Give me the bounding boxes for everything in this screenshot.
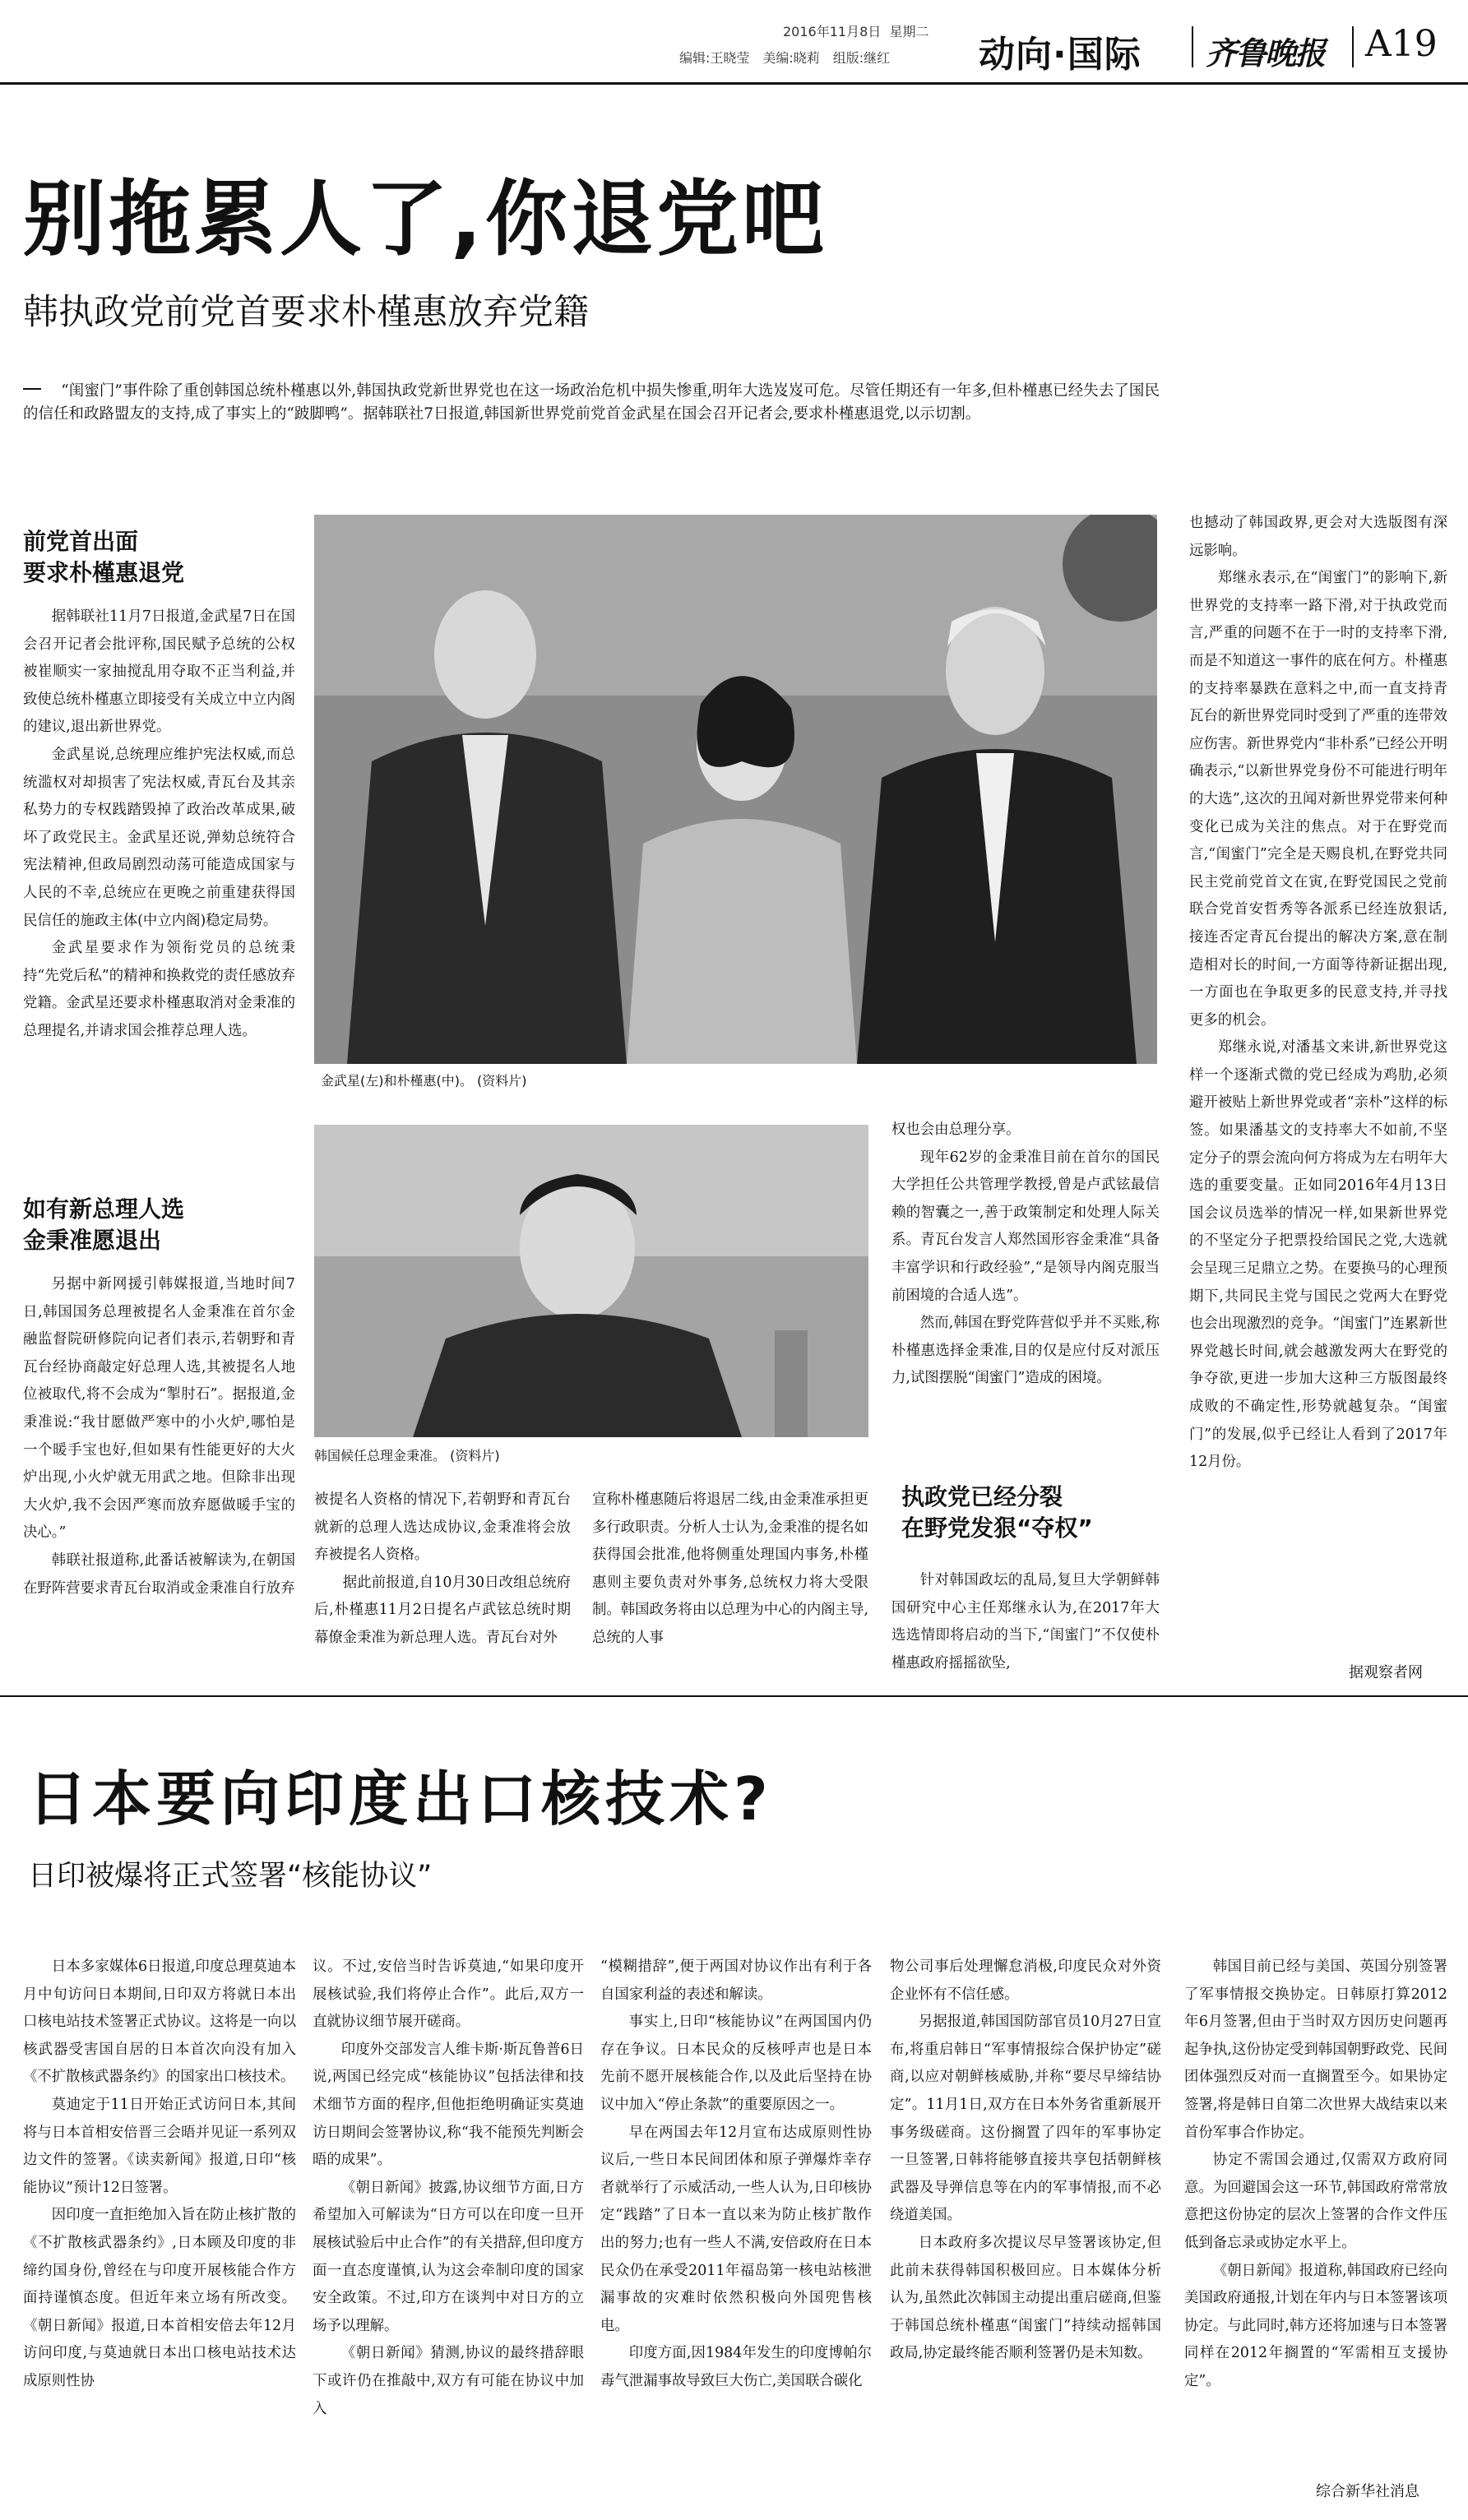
weekday: 星期二: [889, 24, 929, 39]
paragraph: 另据中新网援引韩媒报道,当地时间7日,韩国国务总理被提名人金秉准在首尔金融监督院研修院向记者们表示,若朝野和青瓦台经协商敲定好总理人选,其被提名人地位被取代,将不会成为“掣肘石”。据报道,金秉准说:“我甘愿做严寒中的小火炉,哪怕是一个暖手宝也好,但如果有性能更好的大火炉出现,小火炉就无用武之地。但除非出现大火炉,我不会因严寒而放弃愿做暖手宝的决心。”: [23, 1276, 295, 1542]
photo-illustration: [314, 515, 1157, 1064]
photo1-caption: 金武星(左)和朴槿惠(中)。 (资料片): [321, 1073, 527, 1089]
paragraph: 金武星要求作为领衔党员的总统秉持“先党后私”的精神和换救党的责任感放弃党籍。金武星还要求朴槿惠取消对金秉准的总理提名,并请求国会推荐总理人选。: [23, 940, 295, 1039]
paragraph: 权也会由总理分享。: [891, 1121, 1021, 1138]
article2-col1: [23, 1954, 296, 2490]
paper-logo: 齐鲁晚报: [1206, 35, 1325, 72]
paragraph: 早在两国去年12月宣布达成原则性协议后,一些日本民间团体和原子弹爆炸幸存者就举行了示威活动,一些人认为,日印核协定“践踏”了日本一直以来为防止核扩散作出的努力;也有一些人不满,安倍政府在日本民众仍在承受2011年福岛第一核电站核泄漏事故的灾难时依然积极向外国兜售核电。: [600, 2124, 872, 2334]
paragraph: 《朝日新闻》披露,协议细节方面,日方希望加入可解读为“日方可以在印度一旦开展核试验后中止合作”的有关措辞,但印度方面一直态度谨慎,认为这会牵制印度的国家安全政策。不过,印方在谈判中对日方的立场予以理解。: [313, 2179, 584, 2334]
paragraph: 然而,韩国在野党阵营似乎并不买账,称朴槿惠选择金秉准,目的仅是应付反对派压力,试图摆脱“闺蜜门”造成的困境。: [891, 1315, 1160, 1387]
heading-ruling-party-split: [901, 1482, 1165, 1544]
paragraph: 另据报道,韩国国防部官员10月27日宣布,将重启韩日“军事情报综合保护协定”磋商,以应对朝鲜核威胁,并称“要尽早缔结协定”。11月1日,双方在日本外务省重新展开事务级磋商。这份搁置了四年的军事协定一旦签署,日韩将能够直接共享包括朝鲜核武器及导弹信息等在内的军事情报,而不必绕道美国。: [890, 2014, 1161, 2224]
article1-col1-bottom: [23, 1271, 295, 1679]
heading-line: 要求朴槿惠退党: [23, 559, 185, 586]
paragraph: 郑继永表示,在“闺蜜门”的影响下,新世界党的支持率一路下滑,对于执政党而言,严重的问题不在于一时的支持率下滑,而是不知道这一事件的底在何方。朴槿惠的支持率暴跌在意料之中,而一直支持青瓦台的新世界党同时受到了严重的连带效应伤害。新世界党内“非朴系”已经公开明确表示,“以新世界党身份不可能进行明年的大选”,这次的丑闻对新世界党带来何种变化已成为关注的焦点。对于在野党而言,“闺蜜门”完全是天赐良机,在野党共同民主党前党首文在寅,在野党国民之党前联合党首安哲秀等各派系已经连放狠话,接连否定青瓦台提出的解决方案,意在制造相对长的时间,一方面等待新证据出现,一方面也在争取更多的民意支持,并寻找更多的机会。: [1189, 570, 1447, 1029]
article1-col4-top: [891, 1117, 1160, 1468]
paragraph: 现年62岁的金秉准目前在首尔的国民大学担任公共管理学教授,曾是卢武铉最信赖的智囊之一,善于政策制定和处理人际关系。青瓦台发言人郑然国形容金秉准“具备丰富学识和行政经验”,“是领导内阁克服当前困境的合适人选”。: [891, 1149, 1160, 1304]
paragraph: 莫迪定于11日开始正式访问日本,其间将与日本首相安倍晋三会晤并见证一系列双边文件的签署。《读卖新闻》报道,日印“核能协议”预计12日签署。: [23, 2096, 296, 2196]
paragraph: 《朝日新闻》报道称,韩国政府已经向美国政府通报,计划在年内与日本签署该项协定。与此同时,韩方还将加速与日本签署同样在2012年搁置的“军需相互支援协定”。: [1184, 2262, 1447, 2389]
article1-col3: [592, 1487, 868, 1679]
article1-title: 别拖累人了,你退党吧: [23, 171, 827, 267]
paragraph: “模糊措辞”,便于两国对协议作出有利于各自国家利益的表述和解读。: [600, 1958, 872, 2003]
paragraph: 《朝日新闻》猜测,协议的最终措辞眼下或许仍在推敲中,双方有可能在协议中加入: [313, 2345, 584, 2417]
article1-source: 据观察者网: [1349, 1664, 1423, 1681]
paragraph: 物公司事后处理懈怠消极,印度民众对外资企业怀有不信任感。: [890, 1958, 1161, 2003]
article1-col5: [1189, 510, 1447, 1658]
heading-line: 金秉准愿退出: [23, 1227, 162, 1254]
heading-line: 如有新总理人选: [23, 1195, 185, 1223]
article2-source: 综合新华社消息: [1316, 2483, 1419, 2500]
article1-subtitle: 韩执政党前党首要求朴槿惠放弃党籍: [23, 292, 589, 333]
article2-col2: [313, 1954, 584, 2490]
article1-col2: [314, 1487, 571, 1679]
article-divider: [0, 1695, 1468, 1697]
heading-line: 在野党发狠“夺权”: [901, 1514, 1093, 1542]
article2-col4: [890, 1954, 1161, 2490]
paragraph: 韩联社报道称,此番话被解读为,在朝国在野阵营要求青瓦台取消或金秉准自行放弃: [23, 1551, 295, 1597]
article1-col4-bottom: [891, 1567, 1160, 1679]
section-name: 动向·国际: [979, 34, 1142, 76]
paragraph: 据此前报道,自10月30日改组总统府后,朴槿惠11月2日提名卢武铉总统时期幕僚金秉准为新总理人选。青瓦台对外: [314, 1574, 571, 1646]
heading-line: 执政党已经分裂: [901, 1483, 1063, 1510]
paragraph: 宣称朴槿惠随后将退居二线,由金秉准承担更多行政职责。分析人士认为,金秉准的提名如获得国会批准,他将侧重处理国内事务,朴槿惠则主要负责对外事务,总统权力将大受限制。韩国政务将由以总理为中心的内阁主导,总统的人事: [592, 1491, 868, 1646]
header-date: [783, 21, 928, 40]
paragraph: 也撼动了韩国政界,更会对大选版图有深远影响。: [1189, 515, 1447, 559]
paragraph: 据韩联社11月7日报道,金武星7日在国会召开记者会批评称,国民赋予总统的公权被崔顺实一家抽搅乱用夺取不正当利益,并致使总统朴槿惠立即接受有关成立中立内阁的建议,退出新世界党。: [23, 608, 295, 736]
paragraph: 郑继永说,对潘基文来讲,新世界党这样一个逐渐式微的党已经成为鸡肋,必须避开被贴上新世界党或者“亲朴”这样的标签。如果潘基文的支持率大不如前,不坚定分子的票会流向何方将成为左右明年大选的重要变量。正如同2016年4月13日国会议员选举的情况一样,如果新世界党的不坚定分子把票投给国民之党,大选就会呈现三足鼎立之势。在要换马的心理预期下,共同民主党与国民之党两大在野党也会出现激烈的竞争。“闺蜜门”连累新世界党越长时间,就会越激发两大在野党的争夺欲,更进一步加大这种三方版图最终成败的不确定性,形势就越复杂。“闺蜜门”的发展,似乎已经让人看到了2017年12月份。: [1189, 1039, 1447, 1471]
heading-line: 前党首出面: [23, 528, 139, 555]
page-number: A19: [1365, 23, 1438, 65]
photo2-caption: 韩国候任总理金秉准。 (资料片): [314, 1448, 500, 1463]
photo-kim-park-moon: [314, 515, 1157, 1064]
photo-illustration: [314, 1125, 868, 1437]
paragraph: 议。不过,安倍当时告诉莫迪,“如果印度开展核试验,我们将停止合作”。此后,双方一直就协议细节展开磋商。: [313, 1958, 584, 2031]
paragraph: 被提名人资格的情况下,若朝野和青瓦台就新的总理人选达成协议,金秉准将会放弃被提名人资格。: [314, 1491, 571, 1564]
paragraph: 日本多家媒体6日报道,印度总理莫迪本月中旬访问日本期间,日印双方将就日本出口核电站技术签署正式协议。这将是一向以核武器受害国自居的日本首次向没有加入《不扩散核武器条约》的国家出口核技术。: [23, 1958, 296, 2086]
article2-col3: [600, 1954, 872, 2490]
photo-kim-byong-joon: [314, 1125, 868, 1437]
paragraph: 协定不需国会通过,仅需双方政府同意。为回避国会这一环节,韩国政府常常放意把这份协定的层次上签署的合作文件压低到备忘录或协定水平上。: [1184, 2152, 1447, 2251]
article1-lead: “闺蜜门”事件除了重创韩国总统朴槿惠以外,韩国执政党新世界党也在这一场政治危机中损失惨重,明年大选岌岌可危。尽管任期还有一年多,但朴槿惠已经失去了国民的信任和政路盟友的支持,成了事实上的“跛脚鸭”。据韩联社7日报道,韩国新世界党前党首金武星在国会召开记者会,要求朴槿惠退党,以示切割。: [23, 382, 1160, 423]
article2-subtitle: 日印被爆将正式签署“核能协议”: [28, 1860, 433, 1893]
divider-vertical: [1352, 26, 1354, 67]
article2-col5: [1184, 1954, 1447, 2473]
article1-col1-top: [23, 603, 295, 1184]
divider-vertical: [1192, 26, 1193, 67]
article2-title: 日本要向印度出口核技术?: [28, 1764, 773, 1833]
paragraph: 韩国目前已经与美国、英国分别签署了军事情报交换协定。日韩原打算2012年6月签署,但由于当时双方因历史问题再起争执,这份协定受到韩国朝野政党、民间团体强烈反对而一直搁置至今。如果协定签署,将是韩日自第二次世界大战结束以来首份军事合作协定。: [1184, 1958, 1447, 2141]
paragraph: 针对韩国政坛的乱局,复旦大学朝鲜韩国研究中心主任郑继永认为,在2017年大选选情即将启动的当下,“闺蜜门”不仅使朴槿惠政府摇摇欲坠,: [891, 1572, 1160, 1672]
heading-kim-byong-joon: [23, 1194, 294, 1256]
date: 2016年11月8日: [783, 24, 882, 39]
paragraph: 金武星说,总统理应维护宪法权威,而总统滥权对却损害了宪法权威,青瓦台及其亲私势力的专权践踏毁掉了政治改革成果,破坏了政党民主。金武星还说,弹劾总统符合宪法精神,但政局剧烈动荡可能造成国家与人民的不幸,总统应在更晚之前重建获得国民信任的施政主体(中立内阁)稳定局势。: [23, 746, 295, 929]
paragraph: 印度方面,因1984年发生的印度博帕尔毒气泄漏事故导致巨大伤亡,美国联合碳化: [600, 2345, 872, 2389]
heading-former-leader: [23, 526, 294, 589]
paragraph: 印度外交部发言人维卡斯·斯瓦鲁普6日说,两国已经完成“核能协议”包括法律和技术细节方面的程序,但他拒绝明确证实莫迪访日期间会签署协议,称“我不能预先判断会晤的成果”。: [313, 2041, 584, 2169]
paragraph: 事实上,日印“核能协议”在两国国内仍存在争议。日本民众的反核呼声也是日本先前不愿开展核能合作,以及此后坚持在协议中加入“停止条款”的重要原因之一。: [600, 2014, 872, 2113]
paragraph: 因印度一直拒绝加入旨在防止核扩散的《不扩散核武器条约》,日本顾及印度的非缔约国身份,曾经在与印度开展核能合作方面持谨慎态度。但近年来立场有所改变。《朝日新闻》报道,日本首相安倍去年12月访问印度,与莫迪就日本出口核电站技术达成原则性协: [23, 2207, 296, 2389]
header-editors: 编辑:王晓莹 美编:晓莉 组版:继红: [679, 50, 891, 66]
header-rule: [0, 82, 1468, 85]
paragraph: 日本政府多次提议尽早签署该协定,但此前未获得韩国积极回应。日本媒体分析认为,虽然此次韩国主动提出重启磋商,但鉴于韩国总统朴槿惠“闺蜜门”持续动摇韩国政局,协定最终能否顺利签署仍是未知数。: [890, 2234, 1161, 2362]
